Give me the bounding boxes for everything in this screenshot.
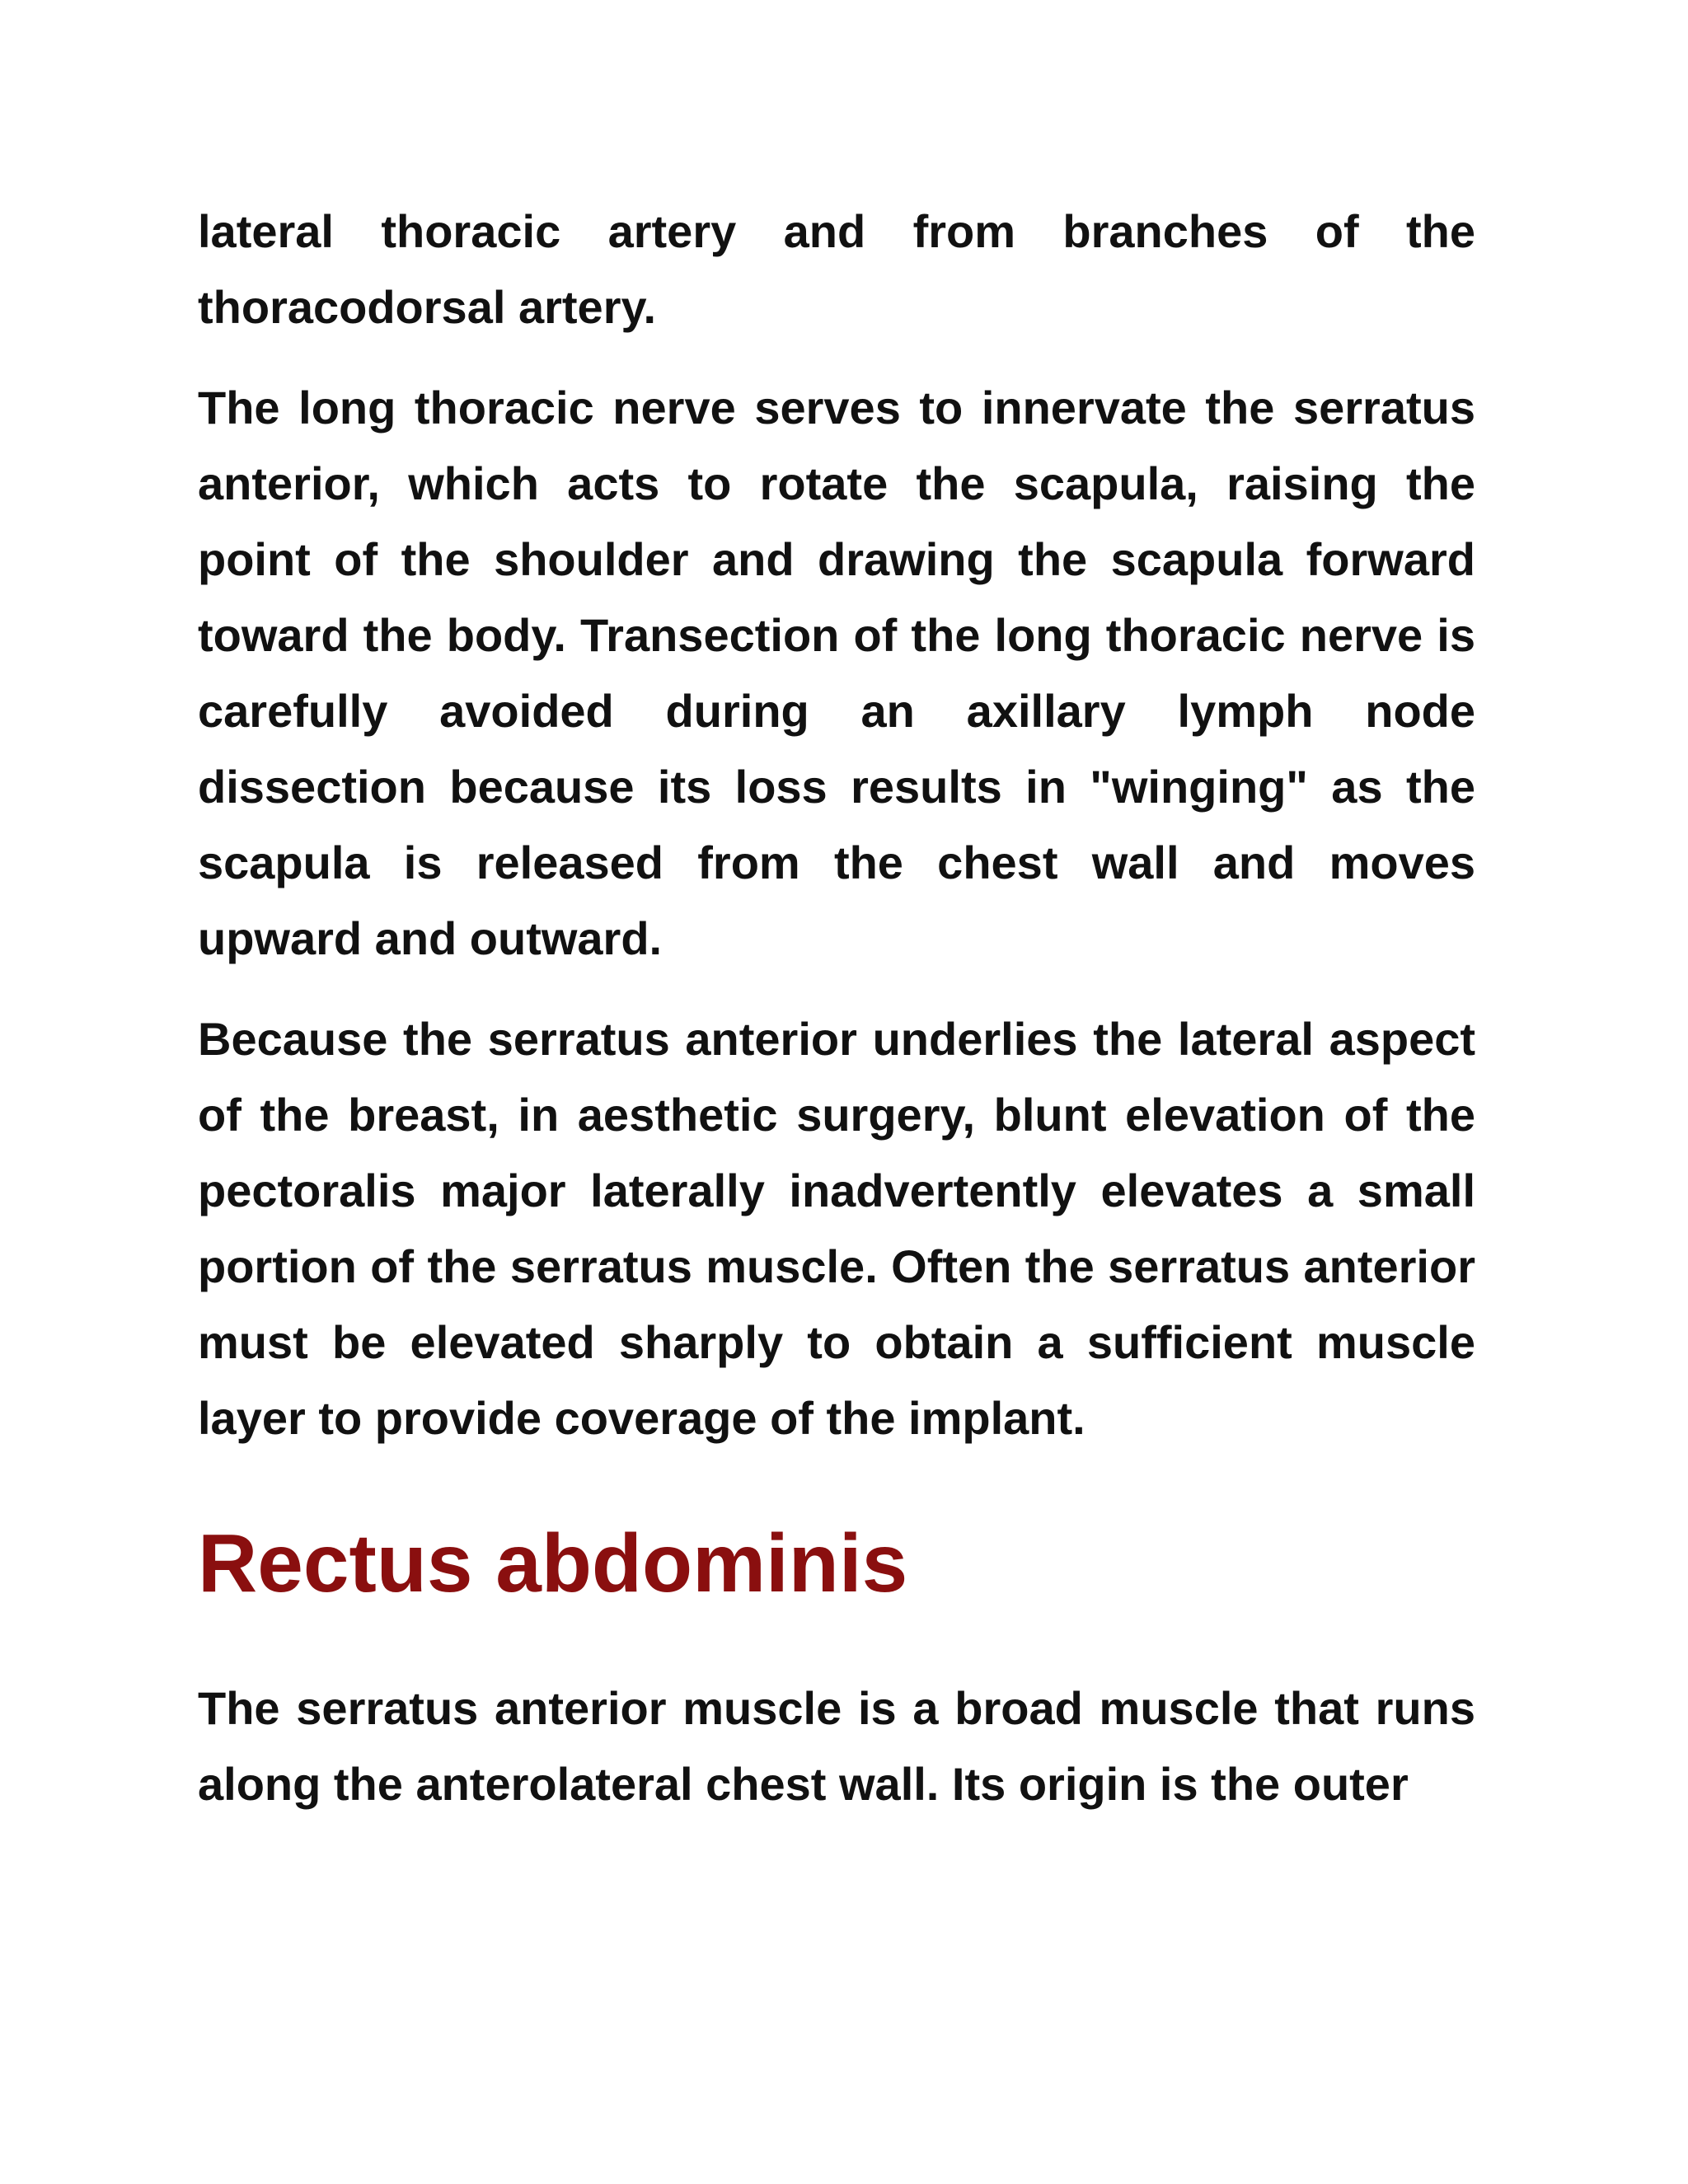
paragraph-arterial-supply: lateral thoracic artery and from branches of the thoracodorsal artery. (198, 205, 1475, 333)
section-heading: Rectus abdominis (198, 1517, 908, 1610)
paragraph-aesthetic-surgery: Because the serratus anterior underlies the lateral aspect of the breast, in aesthetic surgery, blunt elevation of the pectoralis major laterally inadvertently elevates a small portion of the serratus muscle. Often the serratus anterior must be elevated sharply to obtain a sufficient muscle layer to provide coverage of the implant. (198, 1013, 1475, 1444)
paragraph-long-thoracic-nerve: The long thoracic nerve serves to innervate the serratus anterior, which acts to rotate the scapula, raising the point of the shoulder and drawing the scapula forward toward the body. Transection of the long thoracic nerve is carefully avoided during an axillary lymph node dissection because its loss results in "winging" as the scapula is released from the chest wall and moves upward and outward. (198, 382, 1475, 964)
document-page (198, 194, 1475, 1847)
paragraph-serratus-description: The serratus anterior muscle is a broad muscle that runs along the anterolateral chest wall. Its origin is the outer (198, 1682, 1475, 1810)
